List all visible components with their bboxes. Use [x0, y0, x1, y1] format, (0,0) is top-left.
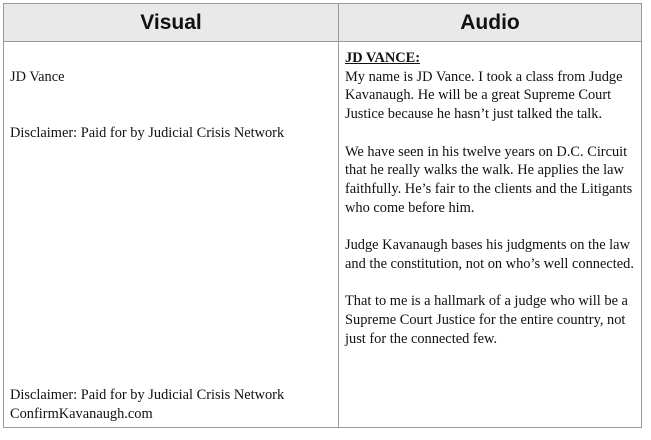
script-table	[3, 3, 642, 428]
audio-column-header: Audio	[339, 4, 641, 42]
audio-paragraph: We have seen in his twelve years on D.C. Circuit that he really walks the walk. He applies the law faithfully. He’s fair to the clients and the Litigants who come before him.	[345, 143, 633, 216]
visual-line-speaker: JD Vance	[10, 69, 65, 85]
audio-cell	[339, 42, 641, 427]
audio-paragraph: My name is JD Vance. I took a class from Judge Kavanaugh. He will be a great Supreme Court Justice because he hasn’t just talked the talk.	[345, 68, 623, 123]
speaker-label: JD VANCE:	[345, 50, 421, 66]
visual-line-disclaimer: Disclaimer: Paid for by Judicial Crisis Network	[10, 125, 285, 141]
visual-line-website: ConfirmKavanaugh.com	[10, 406, 153, 422]
audio-paragraph: Judge Kavanaugh bases his judgments on the law and the constitution, not on who’s well connected.	[345, 237, 634, 272]
visual-line-disclaimer-end: Disclaimer: Paid for by Judicial Crisis Network	[10, 387, 285, 403]
audio-paragraph: That to me is a hallmark of a judge who will be a Supreme Court Justice for the entire country, not just for the connected few.	[345, 293, 628, 347]
visual-column-header: Visual	[4, 4, 339, 42]
visual-cell	[4, 42, 339, 427]
